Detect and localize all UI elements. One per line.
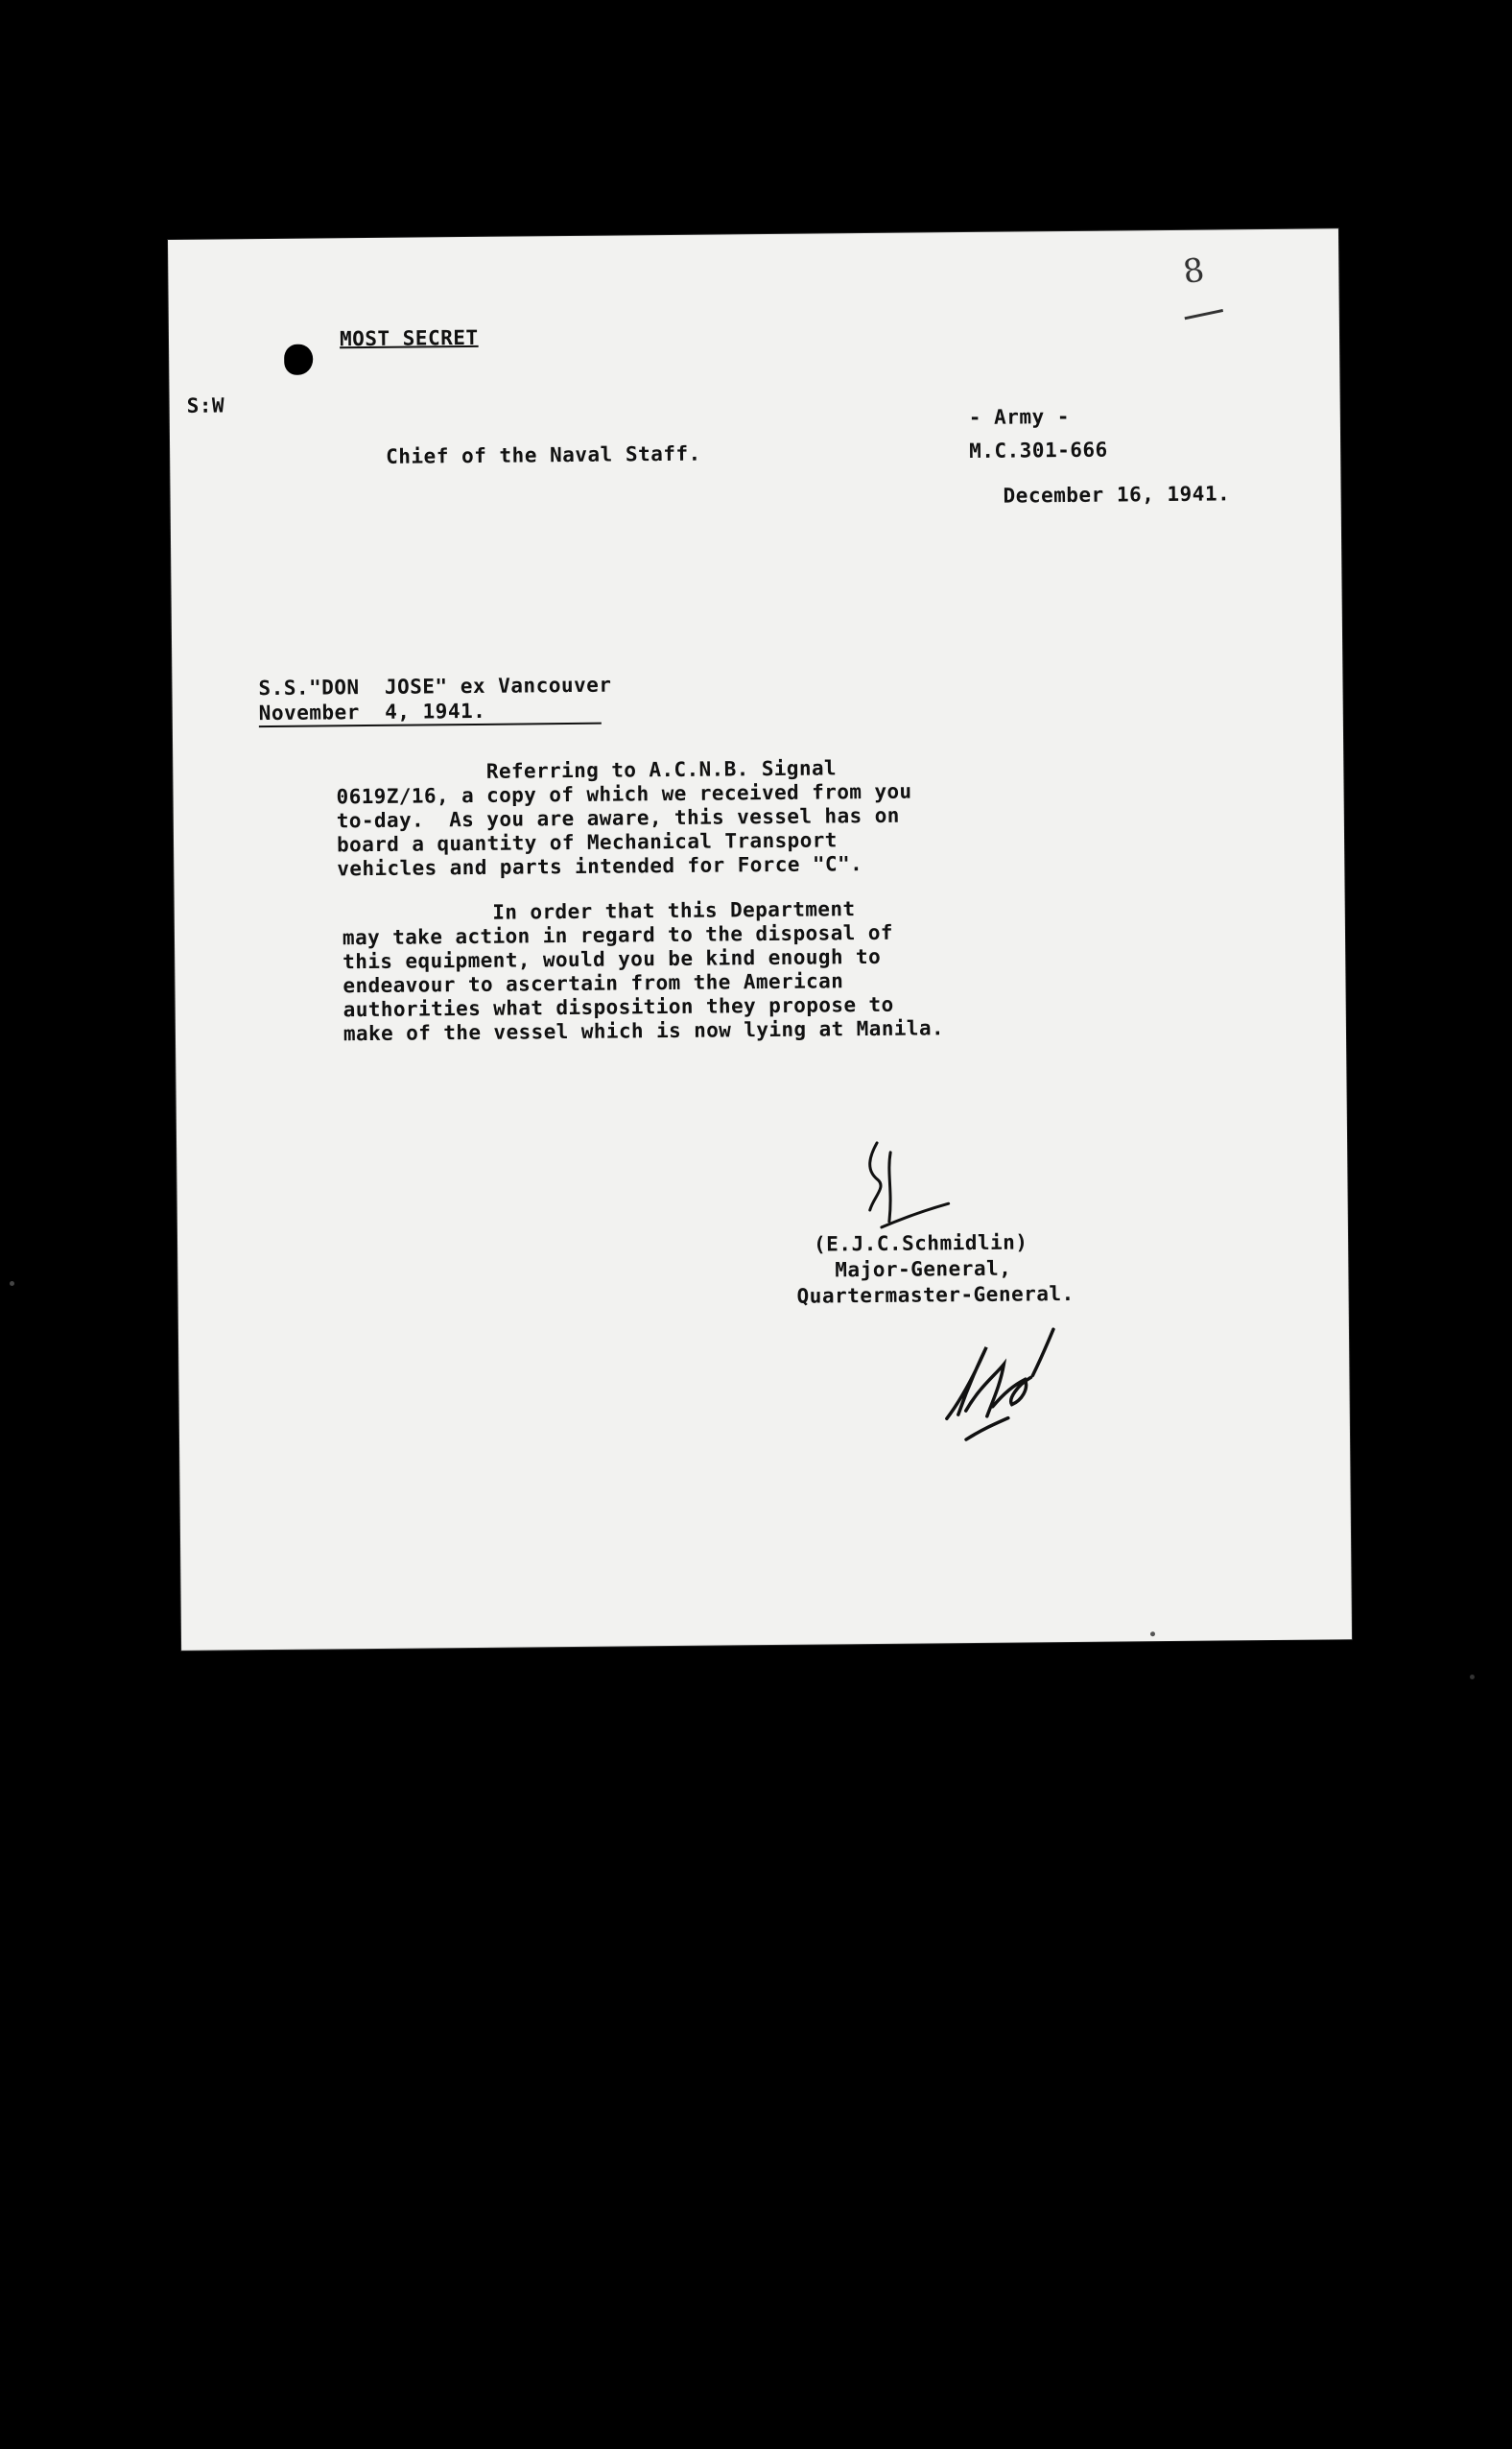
letter-date: December 16, 1941.: [1003, 482, 1231, 508]
subject-line-2: November 4, 1941.: [259, 698, 602, 727]
reference-number: M.C.301-666: [969, 438, 1108, 463]
handwritten-signature-icon: [936, 1325, 1081, 1451]
paragraph-2: In order that this Department may take action in regard to the disposal of this equipment, would you be kind enough to endeavour to ascertain from the American authorities what disposition they propose to make of the vessel which is now lying at Manila.: [342, 897, 945, 1046]
addressee: Chief of the Naval Staff.: [386, 441, 701, 468]
signatory-name: (E.J.C.Schmidlin): [813, 1230, 1028, 1256]
document-page: [168, 228, 1352, 1651]
subject-line-1: S.S."DON JOSE" ex Vancouver: [258, 673, 612, 701]
page-number: 8: [1180, 250, 1208, 293]
paragraph-1: Referring to A.C.N.B. Signal 0619Z/16, a copy of which we received from you to-day. As you are aware, this vessel has on board a quantity of Mechanical Transport vehicles and parts intended for Force "C".: [336, 756, 912, 881]
page-number-stroke-icon: [1181, 304, 1229, 323]
film-speck: [10, 1281, 14, 1286]
department: - Army -: [968, 404, 1071, 429]
signature-initials-icon: [848, 1134, 964, 1241]
signatory-title: Quartermaster-General.: [796, 1281, 1075, 1308]
initials: S:W: [186, 393, 225, 417]
film-speck: [1470, 1675, 1475, 1679]
paper-speck: [1150, 1631, 1155, 1636]
signatory-rank: Major-General,: [835, 1256, 1012, 1282]
classification-heading: MOST SECRET: [339, 325, 479, 351]
ink-blot: [284, 345, 313, 375]
